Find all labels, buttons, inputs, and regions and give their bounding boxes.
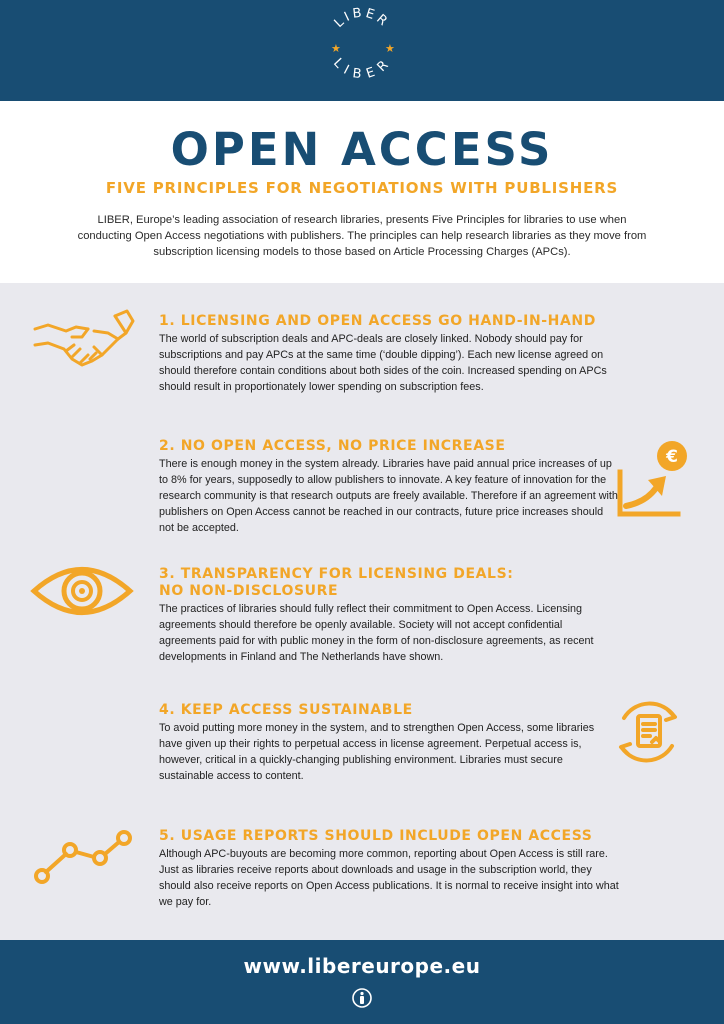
principle-5-heading: 5. USAGE REPORTS SHOULD INCLUDE OPEN ACCESS <box>159 828 593 844</box>
principle-3-heading: 3. TRANSPARENCY FOR LICENSING DEALS: <box>159 566 514 582</box>
intro-paragraph: LIBER, Europe’s leading association of research libraries, presents Five Principles for libraries to use when conducting Open Access negotiations with publishers. The principles can help research libraries as they move from subscription licensing models to those based on Article Processing Charges (APCs). <box>77 214 647 258</box>
document-cycle-icon <box>612 696 684 768</box>
euro-growth-icon <box>614 438 692 520</box>
header-bar <box>0 0 724 101</box>
principle-1-heading: 1. LICENSING AND OPEN ACCESS GO HAND-IN-HAND <box>159 313 596 329</box>
line-graph-icon <box>30 828 134 886</box>
euro-symbol: € <box>666 447 678 467</box>
principle-4-body: To avoid putting more money in the system, and to strengthen Open Access, some libraries have given up their rights to perpetual access in license agreement. Perpetual access is, however, critical in a quickly-changing publishing environment. Libraries must secure sustainable access to content. <box>159 722 595 782</box>
intro-section <box>0 101 724 283</box>
principle-3-heading-line2: NO NON-DISCLOSURE <box>159 583 339 599</box>
logo-text-bottom: LIBER <box>330 55 394 83</box>
page-title: OPEN ACCESS <box>170 123 554 176</box>
cc-by-icon <box>352 988 372 1008</box>
svg-text:LIBER <box>330 56 393 83</box>
liber-logo <box>322 3 402 83</box>
principle-1 <box>159 313 619 395</box>
principle-4 <box>159 702 619 784</box>
principle-2-heading: 2. NO OPEN ACCESS, NO PRICE INCREASE <box>159 438 506 454</box>
logo-star-right-icon: ★ <box>385 43 395 55</box>
logo-star-left-icon: ★ <box>331 43 341 55</box>
principle-5 <box>159 828 619 910</box>
footer-bar <box>0 940 724 1024</box>
eye-icon <box>30 562 134 620</box>
principle-2-body: There is enough money in the system already. Libraries have paid annual price increases of up to 8% for years, supposedly to allow publishers to innovate. A key feature of innovation for the research community is that research outputs are freely available. Therefore if an agreement with publishers on Open Access cannot be reached in our contracts, future price increases should not be accepted. <box>159 458 618 534</box>
handshake-icon <box>32 309 136 373</box>
website-link[interactable]: www.libereurope.eu <box>243 954 481 978</box>
svg-text:LIBER <box>332 6 393 31</box>
page-subtitle: FIVE PRINCIPLES FOR NEGOTIATIONS WITH PUBLISHERS <box>105 179 619 197</box>
principle-2 <box>159 438 619 536</box>
principle-4-heading: 4. KEEP ACCESS SUSTAINABLE <box>159 702 413 718</box>
principle-5-body: Although APC-buyouts are becoming more common, reporting about Open Access is still rare. Just as libraries receive reports about downloads and usage in the subscription world, they should also receive reports on Open Access publications. It is normal to receive insight into what we pay for. <box>159 848 619 908</box>
principle-3 <box>159 566 619 665</box>
logo-text-top: LIBER <box>331 5 393 31</box>
principle-3-body: The practices of libraries should fully reflect their commitment to Open Access. Licensing agreements should therefore be openly available. Society will not accept confidential agreements paid for with public money in the form of non-disclosure agreements, as recent developments in Finland and The Netherlands have shown. <box>159 603 594 663</box>
principle-1-body: The world of subscription deals and APC-deals are closely linked. Nobody should pay for subscriptions and pay APCs at the same time (‘double dipping’). Each new license agreed on should therefore contain conditions about both sides of the coin. Increased spending on APCs should result in proportionately lower spending on subscription fees. <box>159 333 607 393</box>
